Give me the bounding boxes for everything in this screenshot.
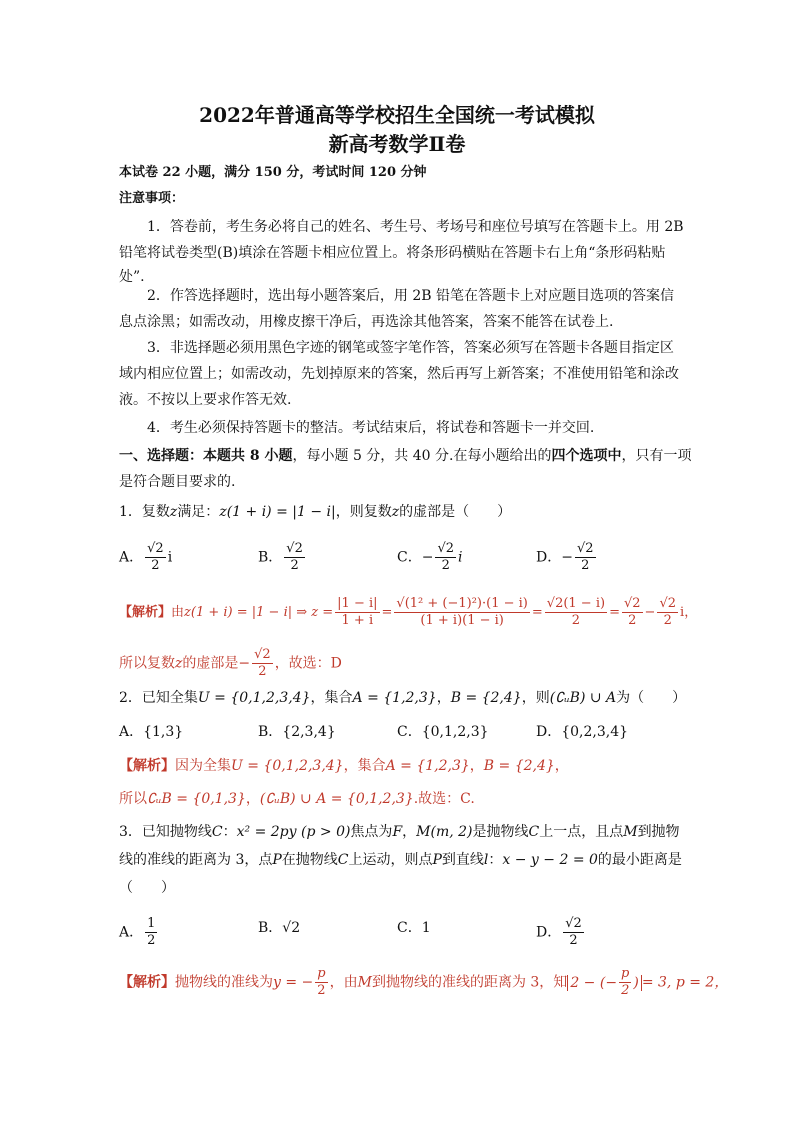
q1-option-c-label: C． (397, 549, 422, 566)
frac-num: √2 (437, 541, 455, 556)
q1-stem-a: 1．复数 (119, 504, 170, 520)
imag-unit: i (680, 605, 685, 620)
frac-den: 2 (571, 613, 581, 628)
q2-option-c: C．{0,1,2,3} (397, 724, 489, 740)
q3-stem-e: 到抛物 (637, 824, 680, 840)
q3-sol-tail: = 3, p = 2， (641, 974, 729, 991)
frac-num: p (621, 966, 630, 981)
frac-num: √2 (576, 541, 594, 556)
frac-den: 2 (147, 933, 156, 948)
q3-line2-d: 到直线 (441, 852, 484, 868)
equals: = (609, 605, 620, 620)
frac-num: √2 (623, 596, 641, 611)
q3-sol-b: ，由 (329, 974, 358, 991)
comma: ， (554, 758, 569, 774)
q2-sol-a: 因为全集 (175, 758, 231, 774)
frac-num: √2 (147, 541, 164, 556)
note-2-line-1: 2．作答选择题时，选出每小题答案后，用 2B 铅笔在答题卡上对应题目选项的答案信 (147, 288, 675, 304)
q2-solution-line-2 (119, 789, 475, 809)
q1-stem (119, 502, 511, 522)
section-end: ，只有一项 (621, 448, 692, 464)
q3-parabola: x² = 2py (p > 0) (236, 824, 351, 840)
comma: ， (684, 605, 698, 620)
q3-line-equation: x − y − 2 = 0 (502, 852, 598, 868)
q2-sol-set-b: B = {2,4} (483, 758, 555, 774)
q1-sol-eq1: z(1 + i) = |1 − i| ⇒ z = (184, 605, 334, 620)
q2-solution-line-1 (119, 756, 569, 776)
exam-summary: 本试卷 22 小题，满分 150 分，考试时间 120 分钟 (119, 165, 427, 180)
q2-option-b: B．{2,3,4} (258, 724, 336, 740)
q3-option-a (119, 916, 159, 949)
q3-curve-c-3: C (337, 852, 349, 868)
q2-sol2-b: .故选：C. (413, 791, 475, 807)
q3-option-a-frac (145, 916, 157, 949)
q3-option-d-label: D． (536, 924, 562, 941)
frac-den: 2 (441, 558, 450, 573)
q2-set-b: B = {2,4} (450, 690, 522, 706)
q1-option-a-frac (145, 541, 166, 574)
colon: ： (488, 852, 503, 868)
q3-point-m: M(m, 2) (416, 824, 473, 840)
q2-stem-c: ，则 (521, 690, 550, 706)
minus-sign: − (238, 655, 251, 672)
q1-equation: z(1 + i) = |1 − i| (219, 504, 336, 520)
q3-line2-a: 线的准线的距离为 3，点 (119, 852, 273, 868)
q3-directrix: y = − (273, 974, 314, 991)
abs-part-a: 2 − (− (570, 974, 618, 991)
q3-line2-e: 的最小距离是 (597, 852, 682, 868)
q3-stem-line-2 (119, 850, 682, 870)
comma: ， (245, 791, 260, 807)
q3-answer-paren: （ ） (119, 880, 175, 896)
note-1-line-1: 1．答卷前，考生务必将自己的姓名、考生号、考场号和座位号填写在答题卡上。用 2B (147, 219, 684, 235)
note-3-line-3: 液。不按以上要求作答无效. (119, 392, 292, 408)
comma: ， (436, 690, 451, 706)
q1-option-b (258, 541, 307, 574)
q1-option-c (397, 541, 463, 574)
frac-num: √2 (286, 541, 303, 556)
q1-option-a (119, 541, 172, 574)
frac-den: 2 (317, 983, 326, 998)
q3-sol-m: M (357, 974, 372, 991)
note-3-line-2: 域内相应位置上；如需改动，先划掉原来的答案，然后再写上新答案；不准使用铅笔和涂改 (119, 366, 679, 382)
q3-option-d-frac (563, 916, 584, 949)
q2-option-a: A．{1,3} (119, 724, 184, 740)
q1-option-a-label: A． (119, 549, 144, 566)
q3-stem-b: 焦点为 (350, 824, 393, 840)
section-bold-1: 本题共 8 小题 (203, 448, 293, 464)
q3-point-p-2: P (432, 852, 442, 868)
q2-stem-d: 为（ ） (616, 690, 687, 706)
q3-sol-a: 抛物线的准线为 (175, 974, 273, 991)
q1-stem-c: ，则复数 (335, 504, 392, 520)
q1-option-c-frac (435, 541, 456, 574)
note-3-line-1: 3．非选择题必须用黑色字迹的钢笔或签字笔作答，答案必须写在答题卡各题目指定区 (147, 340, 674, 356)
exam-subtitle: 新高考数学Ⅱ卷 (328, 132, 466, 156)
q3-line2-c: 上运动，则点 (348, 852, 433, 868)
q2-universal-set: U = {0,1,2,3,4} (197, 690, 311, 706)
q1-stem-d: 的虚部是（ ） (399, 504, 512, 520)
solution-tag: 【解析】 (119, 758, 175, 774)
solution-tag: 【解析】 (119, 974, 175, 991)
q1-option-d-frac (575, 541, 596, 574)
q1-sol2-c: ，故选：D (274, 655, 342, 672)
q3-abs-expression (567, 966, 642, 998)
q1-option-c-i: i (458, 549, 463, 566)
q1-sol-frac-2 (394, 596, 529, 629)
q1-sol2-b: 的虚部是 (182, 655, 239, 672)
minus-sign: − (421, 549, 434, 566)
q3-stem-a: 3．已知抛物线 (119, 824, 212, 840)
q1-sol2-a: 所以复数 (119, 655, 175, 672)
q1-sol2-z: z (175, 655, 183, 672)
frac-den: 2 (290, 558, 299, 573)
section-1-heading (119, 446, 691, 466)
q1-sol-frac-5 (657, 596, 678, 629)
frac-num: √(1² + (−1)²)·(1 − i) (396, 596, 528, 611)
q1-option-d (536, 541, 598, 574)
q1-sol-frac-4 (622, 596, 643, 629)
q2-stem-b: ，集合 (310, 690, 353, 706)
abs-part-b: ) (633, 974, 639, 991)
q3-focus: F (392, 824, 403, 840)
colon: ： (222, 824, 237, 840)
q2-stem-a: 2．已知全集 (119, 690, 198, 706)
notice-title: 注意事项： (119, 191, 185, 206)
q2-union: (∁ᵤB) ∪ A = {0,1,2,3} (259, 791, 414, 807)
section-1-heading-line-2: 是符合题目要求的. (119, 474, 236, 490)
frac-den: 2 (151, 558, 160, 573)
q2-sol2-a: 所以 (119, 791, 147, 807)
q3-solution-line-1 (119, 966, 728, 999)
q1-option-b-label: B． (258, 549, 283, 566)
frac-den: 2 (258, 664, 267, 679)
note-1-line-2: 铅笔将试卷类型(B)填涂在答题卡相应位置上。将条形码横贴在答题卡右上角“条形码粘贴 (119, 245, 666, 261)
q3-stem-line-1 (119, 822, 680, 842)
q1-sol-a: 由 (171, 605, 185, 620)
frac-num: p (317, 966, 326, 981)
q3-point-m-2: M (623, 824, 638, 840)
note-1-line-3: 处”. (119, 269, 145, 285)
frac-num: √2(1 − i) (546, 596, 606, 611)
q3-stem-d: 上一点，且点 (539, 824, 624, 840)
frac-den: (1 + i)(1 − i) (420, 613, 504, 628)
q3-sol-c: 到抛物线的准线的距离为 3，知 (371, 974, 568, 991)
q2-expression: (∁ᵤB) ∪ A (549, 690, 617, 706)
frac-den: 2 (621, 983, 630, 998)
q2-sol-b: ，集合 (343, 758, 386, 774)
q3-line2-b: 在抛物线 (281, 852, 338, 868)
q2-sol-set-a: A = {1,2,3} (385, 758, 470, 774)
frac-num: √2 (565, 916, 582, 931)
exam-title: 2022年普通高等学校招生全国统一考试模拟 (199, 103, 595, 127)
equals: = (381, 605, 393, 620)
q2-option-d: D．{0,2,3,4} (536, 724, 629, 740)
q1-solution-line-1 (119, 596, 697, 629)
minus-sign: − (644, 605, 656, 620)
solution-tag: 【解析】 (119, 605, 172, 620)
q1-option-b-frac (284, 541, 305, 574)
section-mid-1: ，每小题 5 分，共 40 分 (292, 448, 450, 464)
section-bold-2: 四个选项中 (551, 448, 622, 464)
q2-stem (119, 688, 686, 708)
minus-sign: − (561, 549, 573, 566)
q2-set-a: A = {1,2,3} (352, 690, 437, 706)
q3-stem-c: 是抛物线 (472, 824, 529, 840)
frac-num: √2 (659, 596, 677, 611)
q1-z: z (169, 504, 178, 520)
comma: ， (402, 824, 417, 840)
q1-solution-line-2 (119, 647, 342, 680)
frac-den: 1 + i (341, 613, 374, 628)
q3-option-c: C．1 (397, 920, 431, 936)
q1-stem-b: 满足： (177, 504, 220, 520)
equals: = (531, 605, 543, 620)
q3-p-half (315, 966, 327, 999)
q1-z-2: z (391, 504, 400, 520)
q3-option-b-value: √2 (282, 920, 301, 936)
q2-complement: ∁ᵤB = {0,1,3} (147, 791, 246, 807)
section-prefix: 一、选择题： (119, 448, 203, 464)
q3-option-b-label: B． (258, 920, 283, 936)
section-mid-2: .在每小题给出的 (449, 448, 552, 464)
frac-num: 1 (147, 916, 156, 931)
q3-option-a-label: A． (119, 924, 144, 941)
q1-sol-frac-3 (545, 596, 607, 629)
frac-num: |1 − i| (337, 596, 378, 611)
q1-sol2-frac (252, 647, 273, 680)
q3-option-d (536, 916, 586, 949)
comma: ， (469, 758, 484, 774)
q3-point-p: P (272, 852, 282, 868)
q1-option-a-i: i (167, 549, 173, 566)
q3-option-b (258, 918, 300, 938)
frac-den: 2 (663, 613, 672, 628)
q3-abs-frac (619, 966, 631, 999)
q1-sol-frac-1 (335, 596, 379, 629)
note-4: 4．考生必须保持答题卡的整洁。考试结束后，将试卷和答题卡一并交回. (147, 420, 595, 436)
note-2-line-2: 息点涂黑；如需改动，用橡皮擦干净后，再选涂其他答案，答案不能答在试卷上. (119, 314, 614, 330)
q1-option-d-label: D． (536, 549, 562, 566)
frac-num: √2 (254, 647, 271, 662)
q3-curve-c-2: C (528, 824, 540, 840)
q3-line-l: l (483, 852, 489, 868)
frac-den: 2 (628, 613, 637, 628)
q2-sol-universal: U = {0,1,2,3,4} (231, 758, 344, 774)
q3-curve-c: C (211, 824, 223, 840)
frac-den: 2 (569, 933, 578, 948)
frac-den: 2 (581, 558, 590, 573)
